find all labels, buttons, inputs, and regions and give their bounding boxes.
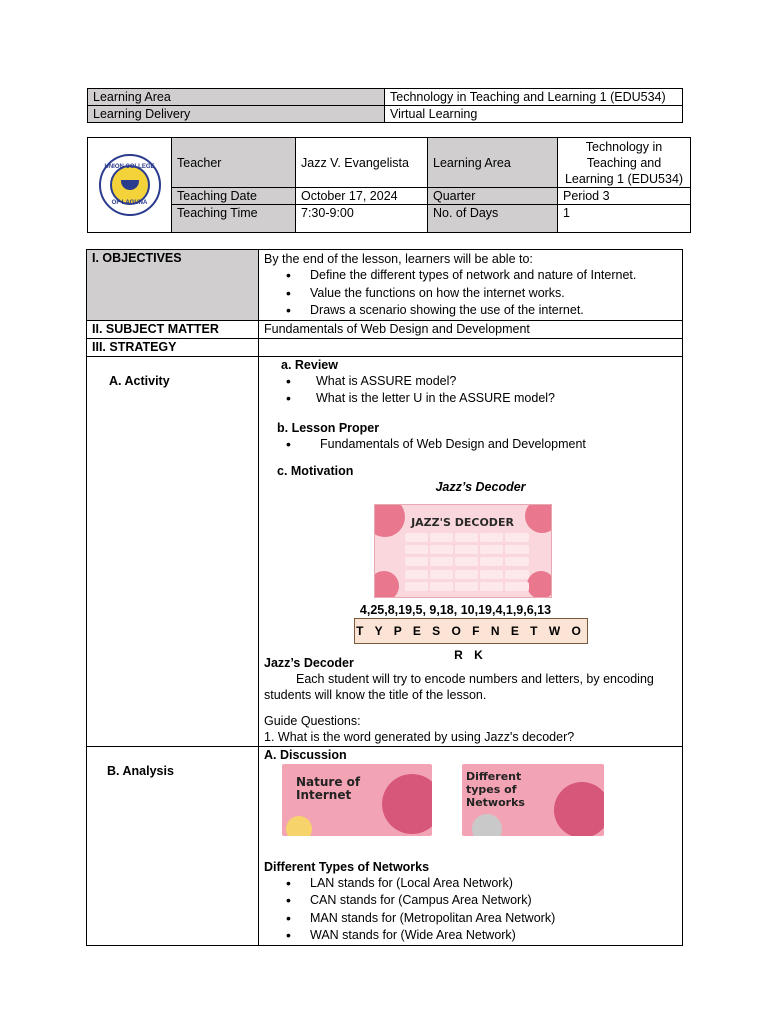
guide-question-1: 1. What is the word generated by using Jazz's decoder? (264, 729, 575, 744)
subject-matter-heading: II. SUBJECT MATTER (87, 320, 259, 338)
analysis-cell (87, 746, 259, 945)
network-item: • WAN stands for (Wide Area Network) (264, 927, 677, 945)
teaching-time-label: Teaching Time (172, 205, 296, 233)
teacher-info-table (87, 137, 691, 233)
review-item: • What is ASSURE model? (264, 373, 677, 390)
network-item: • CAN stands for (Campus Area Network) (264, 892, 677, 910)
discussion-heading: A. Discussion (264, 747, 347, 762)
nature-of-internet-image (282, 764, 432, 836)
types-of-networks-image (462, 764, 604, 836)
strategy-heading: III. STRATEGY (87, 338, 259, 356)
answer-box: T Y P E S O F N E T W O R K (354, 618, 588, 644)
activity-content (259, 356, 683, 746)
network-item: • LAN stands for (Local Area Network) (264, 875, 677, 893)
teacher-value: Jazz V. Evangelista (296, 138, 428, 188)
quarter-value: Period 3 (558, 188, 691, 205)
motivation-heading: c. Motivation (277, 463, 354, 478)
analysis-label: B. Analysis (107, 763, 174, 778)
logo-cell (88, 138, 172, 233)
days-label: No. of Days (428, 205, 558, 233)
teacher-label: Teacher (172, 138, 296, 188)
review-item: • What is the letter U in the ASSURE model? (264, 390, 677, 407)
quarter-label: Quarter (428, 188, 558, 205)
teaching-time-value: 7:30-9:00 (296, 205, 428, 233)
learning-area-value-2: Technology in Teaching and Learning 1 (EDU534) (558, 138, 691, 188)
teaching-date-label: Teaching Date (172, 188, 296, 205)
thumb2-label: Different types of Networks (466, 769, 525, 809)
guide-heading: Guide Questions: (264, 713, 361, 728)
objectives-intro: By the end of the lesson, learners will be able to: (264, 252, 533, 266)
discussion-images (264, 763, 677, 839)
thumb1-label: Nature of Internet (296, 774, 361, 802)
learning-area-label: Learning Area (88, 89, 385, 106)
lesson-item: • Fundamentals of Web Design and Development (264, 436, 677, 453)
decoder-image (374, 504, 552, 598)
networks-heading: Different Types of Networks (264, 859, 430, 874)
activity-cell (87, 356, 259, 746)
teaching-date-value: October 17, 2024 (296, 188, 428, 205)
objectives-heading: I. OBJECTIVES (87, 250, 259, 321)
network-item: • MAN stands for (Metropolitan Area Network) (264, 910, 677, 928)
lesson-plan-table (86, 249, 683, 946)
learning-area-value: Technology in Teaching and Learning 1 (EDU534) (385, 89, 683, 106)
objective-item: • Define the different types of network and nature of Internet. (264, 267, 677, 285)
objectives-list (264, 267, 677, 320)
activity-label: A. Activity (109, 373, 170, 388)
objective-item: • Value the functions on how the internet works. (264, 285, 677, 303)
subject-matter-value: Fundamentals of Web Design and Development (259, 320, 683, 338)
review-heading: a. Review (281, 357, 338, 372)
review-list (264, 373, 677, 407)
lesson-proper-list (264, 436, 677, 453)
decoder-grid (405, 533, 529, 593)
objectives-cell (259, 250, 683, 321)
lesson-proper-heading: b. Lesson Proper (277, 420, 380, 435)
objective-item: • Draws a scenario showing the use of the internet. (264, 302, 677, 320)
networks-list (264, 875, 677, 945)
strategy-empty-cell (259, 338, 683, 356)
decoder-title: Jazz’s Decoder (435, 479, 526, 494)
decoder-description: Each student will try to encode numbers and letters, by encoding students will know the title of the lesson. (264, 671, 654, 702)
header-table (87, 88, 683, 123)
logo-text-bottom: OF LAGUNA (111, 200, 148, 206)
code-sequence: 4,25,8,19,5, 9,18, 10,19,4,1,9,6,13 (359, 602, 552, 617)
college-seal-logo (99, 154, 161, 216)
days-value: 1 (558, 205, 691, 233)
learning-area-label-2: Learning Area (428, 138, 558, 188)
analysis-content (259, 746, 683, 945)
learning-delivery-value: Virtual Learning (385, 106, 683, 123)
decoder-image-title: JAZZ'S DECODER (411, 515, 514, 529)
logo-text-top: UNION COLLEGE (104, 164, 155, 170)
decoder-heading: Jazz’s Decoder (264, 655, 354, 670)
learning-delivery-label: Learning Delivery (88, 106, 385, 123)
